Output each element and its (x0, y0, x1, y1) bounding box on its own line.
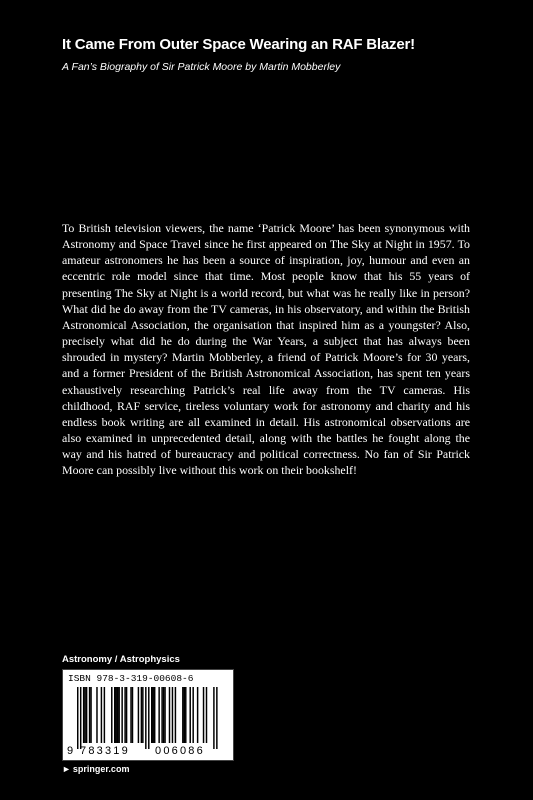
barcode-bar (86, 687, 87, 743)
barcode-bar (121, 687, 122, 743)
barcode-bar (90, 687, 91, 743)
barcode-bar (84, 687, 85, 743)
barcode-bar (141, 687, 142, 743)
barcode-bar (77, 687, 78, 749)
barcode-digits-right: 006086 (155, 745, 205, 757)
barcode-bar (101, 687, 102, 743)
book-blurb: To British television viewers, the name ‘Patrick Moore’ has been synonymous with Astronomy and Space Travel since he first appeared on The Sky at Night in 1957. To amateur astronomers he has been a source of inspiration, joy, humour and even an eccentric role model since that time. Most people know that his 55 years of presenting The Sky at Night is a world record, but what was he really like in person? What did he do away from the TV cameras, in his observatory, and within the British Astronomical Association, the organisation that inspired him as a youngster? Also, precisely what did he do during the War Years, a subject that has always been shrouded in mystery? Martin Mobberley, a friend of Patrick Moore’s for 30 years, and a former President of the British Astronomical Association, has spent ten years exhaustively researching Patrick’s real life away from the TV cameras. His childhood, RAF service, tireless voluntary work for astronomy and charity and his endless book writing are all examined in detail. His astronomical observations are also examined in unprecedented detail, along with the battles he fought along the way and his hatred of bureaucracy and political correctness. No fan of Sir Patrick Moore can possibly live without this work on their bookshelf! (62, 221, 470, 478)
isbn-barcode (62, 669, 234, 761)
barcode-bar (206, 687, 207, 743)
barcode-bar (142, 687, 143, 743)
barcode-bar (124, 687, 125, 743)
barcode-bar (115, 687, 116, 743)
barcode-bar (192, 687, 193, 743)
barcode-bar (89, 687, 90, 743)
barcode-bar (80, 687, 81, 749)
barcode-bar (154, 687, 155, 743)
arrow-right-icon: ► (62, 764, 71, 774)
barcode-bar (118, 687, 119, 743)
barcode-bar (189, 687, 190, 743)
barcode-bar (172, 687, 173, 743)
barcode-bar (213, 687, 214, 749)
barcode-bar (184, 687, 185, 743)
subject-category: Astronomy / Astrophysics (62, 654, 180, 665)
publisher-link[interactable] (62, 764, 129, 774)
barcode-bar (130, 687, 131, 743)
publisher-url: springer.com (72, 764, 130, 774)
book-title: It Came From Outer Space Wearing an RAF Blazer! (62, 36, 415, 53)
barcode-bar (158, 687, 159, 743)
barcode-bar (96, 687, 97, 743)
barcode-bar (148, 687, 149, 749)
barcode-bar (151, 687, 152, 743)
barcode-bar (104, 687, 105, 743)
barcode-bar (111, 687, 112, 743)
barcode-bar (117, 687, 118, 743)
barcode-bar (163, 687, 164, 743)
barcode-bar (152, 687, 153, 743)
barcode-bar (185, 687, 186, 743)
barcode-bar (145, 687, 146, 749)
barcode-bar (182, 687, 183, 743)
barcode-bar (216, 687, 217, 749)
book-subtitle: A Fan’s Biography of Sir Patrick Moore by Martin Mobberley (62, 61, 341, 73)
barcode-bar (114, 687, 115, 743)
barcode-bar (126, 687, 127, 743)
barcode-bar (83, 687, 84, 743)
barcode-bar (175, 687, 176, 743)
barcode-digit-lead: 9 (67, 745, 74, 757)
isbn-label: ISBN 978-3-319-00608-6 (68, 673, 194, 684)
barcode-bar (164, 687, 165, 743)
barcode-bar (161, 687, 162, 743)
barcode-digits-left: 783319 (80, 745, 130, 757)
barcode-bar (138, 687, 139, 743)
barcode-bar (197, 687, 198, 743)
barcode-bar (132, 687, 133, 743)
barcode-bar (169, 687, 170, 743)
barcode-bar (203, 687, 204, 743)
